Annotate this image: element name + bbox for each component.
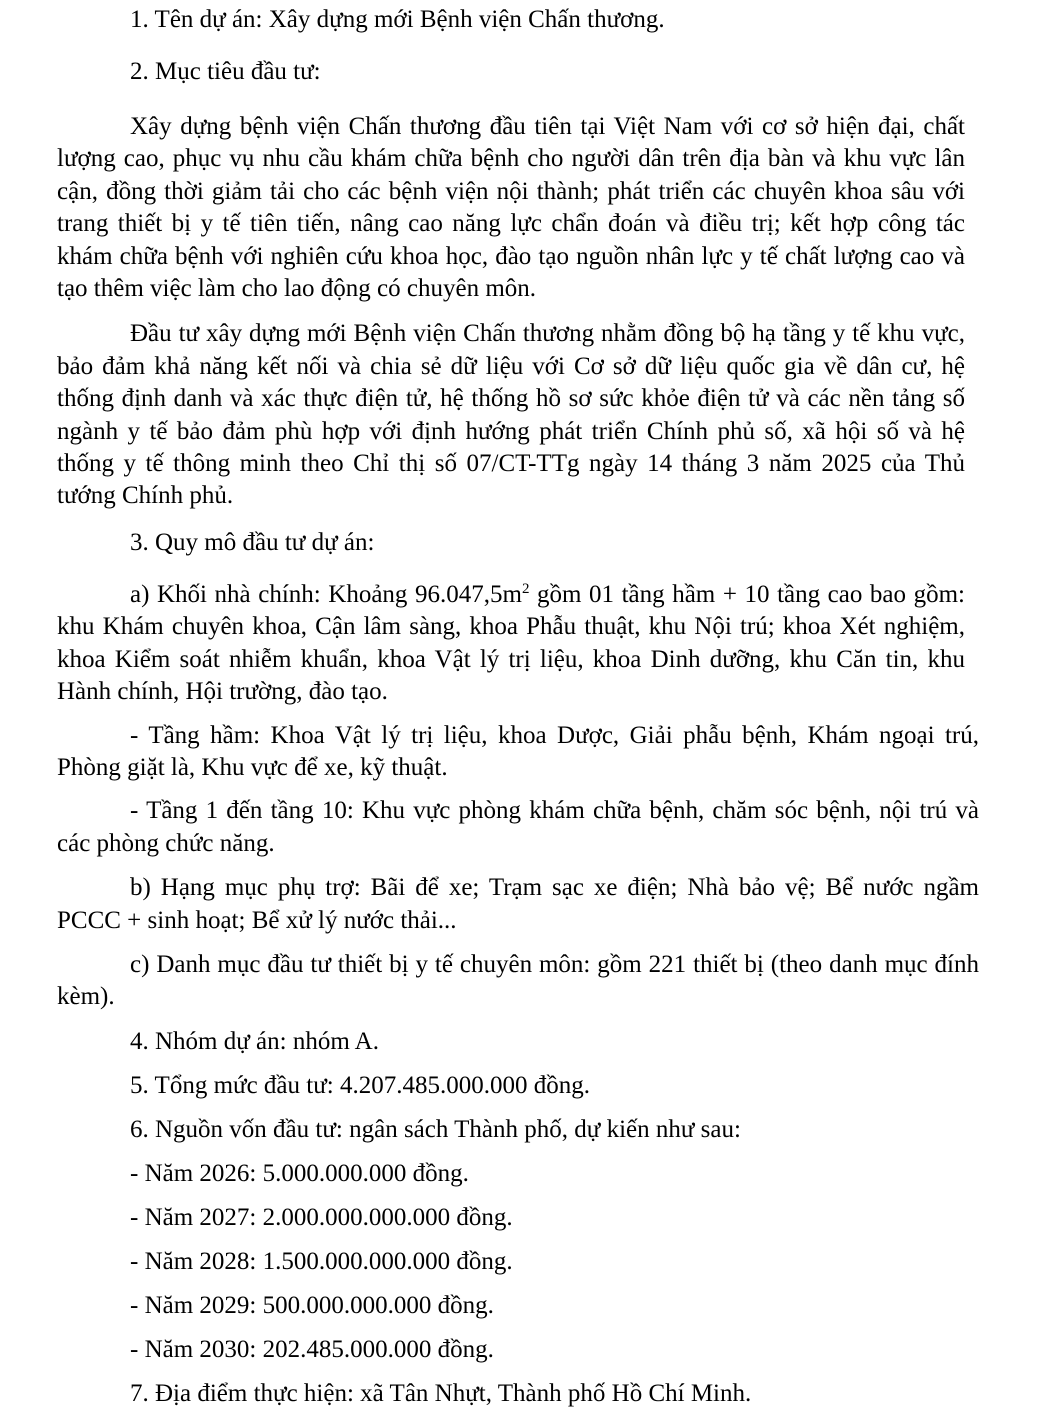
document-body bbox=[57, 0, 979, 1410]
item-4-project-group: 4. Nhóm dự án: nhóm A. bbox=[130, 1027, 379, 1055]
item-1-project-name: 1. Tên dự án: Xây dựng mới Bệnh viện Chấn thương. bbox=[130, 6, 665, 33]
year-item: - Năm 2028: 1.500.000.000.000 đồng. bbox=[130, 1247, 513, 1275]
year-item: - Năm 2029: 500.000.000.000 đồng. bbox=[130, 1291, 494, 1319]
scale-floors: - Tầng 1 đến tầng 10: Khu vực phòng khám chữa bệnh, chăm sóc bệnh, nội trú và các phòng chức năng. bbox=[57, 797, 979, 857]
scale-auxiliary: b) Hạng mục phụ trợ: Bãi để xe; Trạm sạc xe điện; Nhà bảo vệ; Bể nước ngầm PCCC + sinh hoạt; Bể xử lý nước thải... bbox=[57, 874, 979, 934]
item-7-location: 7. Địa điểm thực hiện: xã Tân Nhựt, Thành phố Hồ Chí Minh. bbox=[130, 1379, 752, 1407]
item-2-investment-goal: 2. Mục tiêu đầu tư: bbox=[130, 58, 321, 85]
scale-main-prefix: a) Khối nhà chính: Khoảng 96.047,5m bbox=[130, 580, 522, 608]
area-unit-superscript: 2 bbox=[521, 580, 530, 597]
item-6-capital-source: 6. Nguồn vốn đầu tư: ngân sách Thành phố, dự kiến như sau: bbox=[130, 1115, 741, 1143]
goal-paragraph-1: Xây dựng bệnh viện Chấn thương đầu tiên tại Việt Nam với cơ sở hiện đại, chất lượng cao, phục vụ nhu cầu khám chữa bệnh cho người dân trên địa bàn và khu vực lân cận, đồng thời giảm tải cho các bệnh viện nội thành; phát triển các chuyên khoa sâu với trang thiết bị y tế tiên tiến, nâng cao năng lực chẩn đoán và điều trị; kết hợp công tác khám chữa bệnh với nghiên cứu khoa học, đào tạo nguồn nhân lực y tế chất lượng cao và tạo thêm việc làm cho lao động có chuyên môn. bbox=[57, 113, 965, 303]
item-5-total-investment: 5. Tổng mức đầu tư: 4.207.485.000.000 đồng. bbox=[130, 1071, 590, 1099]
goal-paragraph-2: Đầu tư xây dựng mới Bệnh viện Chấn thương nhằm đồng bộ hạ tầng y tế khu vực, bảo đảm khả năng kết nối và chia sẻ dữ liệu với Cơ sở dữ liệu quốc gia về dân cư, hệ thống định danh và xác thực điện tử, hệ thống hồ sơ sức khỏe điện tử và các nền tảng số ngành y tế bảo đảm phù hợp với định hướng phát triển Chính phủ số, xã hội số và hệ thống y tế thông minh theo Chỉ thị số 07/CT-TTg ngày 14 tháng 3 năm 2025 của Thủ tướng Chính phủ. bbox=[57, 320, 965, 510]
scale-main-building bbox=[57, 579, 965, 709]
year-item: - Năm 2027: 2.000.000.000.000 đồng. bbox=[130, 1203, 513, 1231]
item-3-investment-scale: 3. Quy mô đầu tư dự án: bbox=[130, 528, 375, 556]
year-item: - Năm 2026: 5.000.000.000 đồng. bbox=[130, 1159, 469, 1187]
scale-basement: - Tầng hầm: Khoa Vật lý trị liệu, khoa Dược, Giải phẫu bệnh, Khám ngoại trú, Phòng giặt là, Khu vực để xe, kỹ thuật. bbox=[57, 721, 979, 781]
scale-main-rest: gồm 01 tầng hầm + 10 tầng cao bao gồm: khu Khám chuyên khoa, Cận lâm sàng, khoa Phẫu thuật, khu Nội trú; khoa Xét nghiệm, khoa Kiểm soát nhiễm khuẩn, khoa Vật lý trị liệu, khoa Dinh dưỡng, khu Căn tin, khu Hành chính, Hội trường, đào tạo. bbox=[57, 580, 965, 706]
scale-equipment: c) Danh mục đầu tư thiết bị y tế chuyên môn: gồm 221 thiết bị (theo danh mục đính kèm). bbox=[57, 950, 979, 1011]
year-item: - Năm 2030: 202.485.000.000 đồng. bbox=[130, 1335, 494, 1363]
